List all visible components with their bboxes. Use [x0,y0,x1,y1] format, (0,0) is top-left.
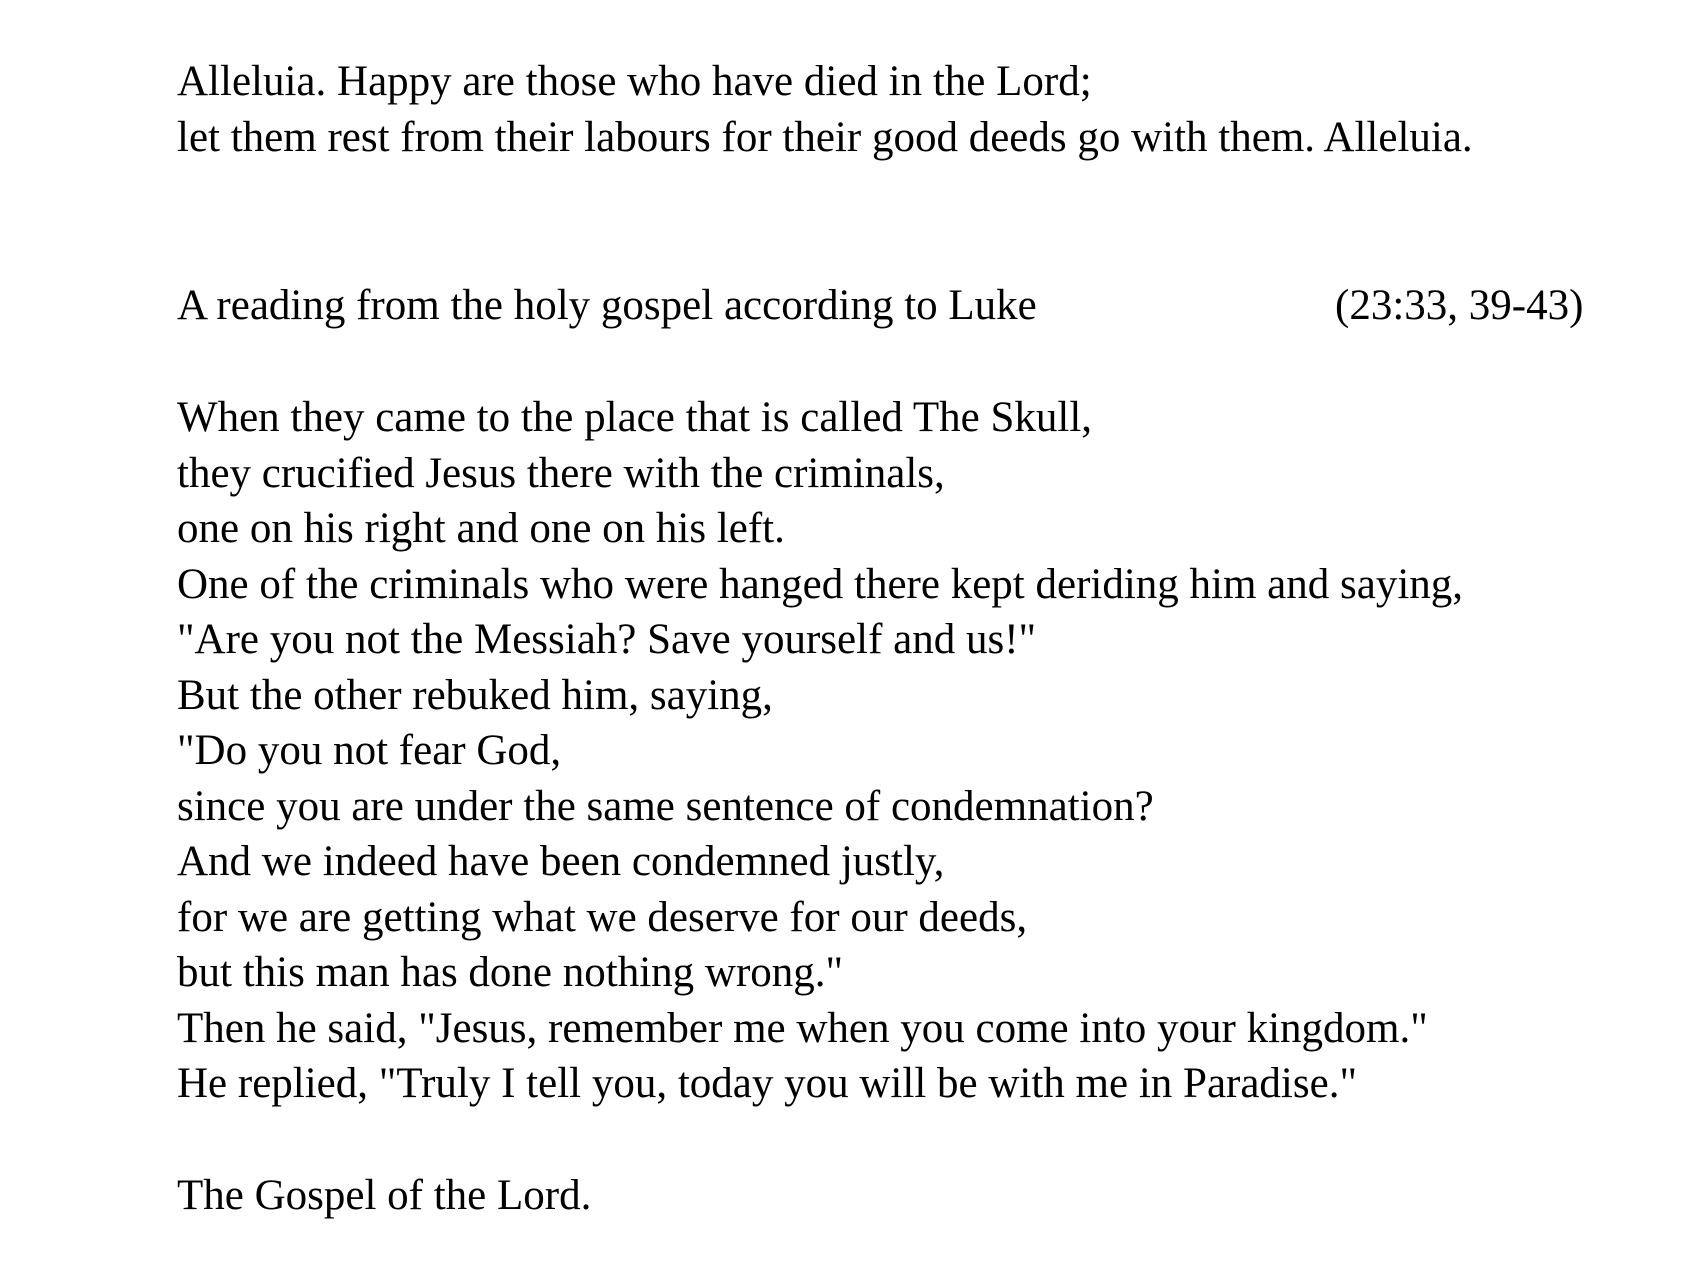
verse-line: One of the criminals who were hanged there kept deriding him and saying, [177,560,1464,608]
acclamation-line: Alleluia. Happy are those who have died in the Lord; [177,58,1092,105]
verse-line: And we indeed have been condemned justly, [177,838,945,885]
verse-line: "Do you not fear God, [177,727,562,774]
verse-line: since you are under the same sentence of condemnation? [177,782,1154,830]
verse-line: Then he said, "Jesus, remember me when you come into your kingdom." [177,1004,1428,1052]
verse-line: but this man has done nothing wrong." [177,949,844,996]
verse-line: But the other rebuked him, saying, [177,671,773,719]
verse-line: for we are getting what we deserve for our deeds, [177,893,1028,941]
reading-header [177,278,1617,334]
conclusion-line: The Gospel of the Lord. [177,1172,592,1219]
gospel-acclamation [177,54,1473,165]
scripture-reference: (23:33, 39-43) [1335,282,1584,329]
verse-line: they crucified Jesus there with the criminals, [177,449,945,497]
verse-line: He replied, "Truly I tell you, today you will be with me in Paradise." [177,1060,1358,1107]
reading-conclusion [177,1168,591,1224]
verse-line: one on his right and one on his left. [177,505,785,552]
gospel-text [177,390,1463,1112]
acclamation-line: let them rest from their labours for their good deeds go with them. Alleluia. [177,113,1473,161]
verse-line: When they came to the place that is called The Skull, [177,394,1093,441]
reading-title: A reading from the holy gospel according to Luke [177,282,1037,329]
verse-line: "Are you not the Messiah? Save yourself and us!" [177,616,1037,663]
